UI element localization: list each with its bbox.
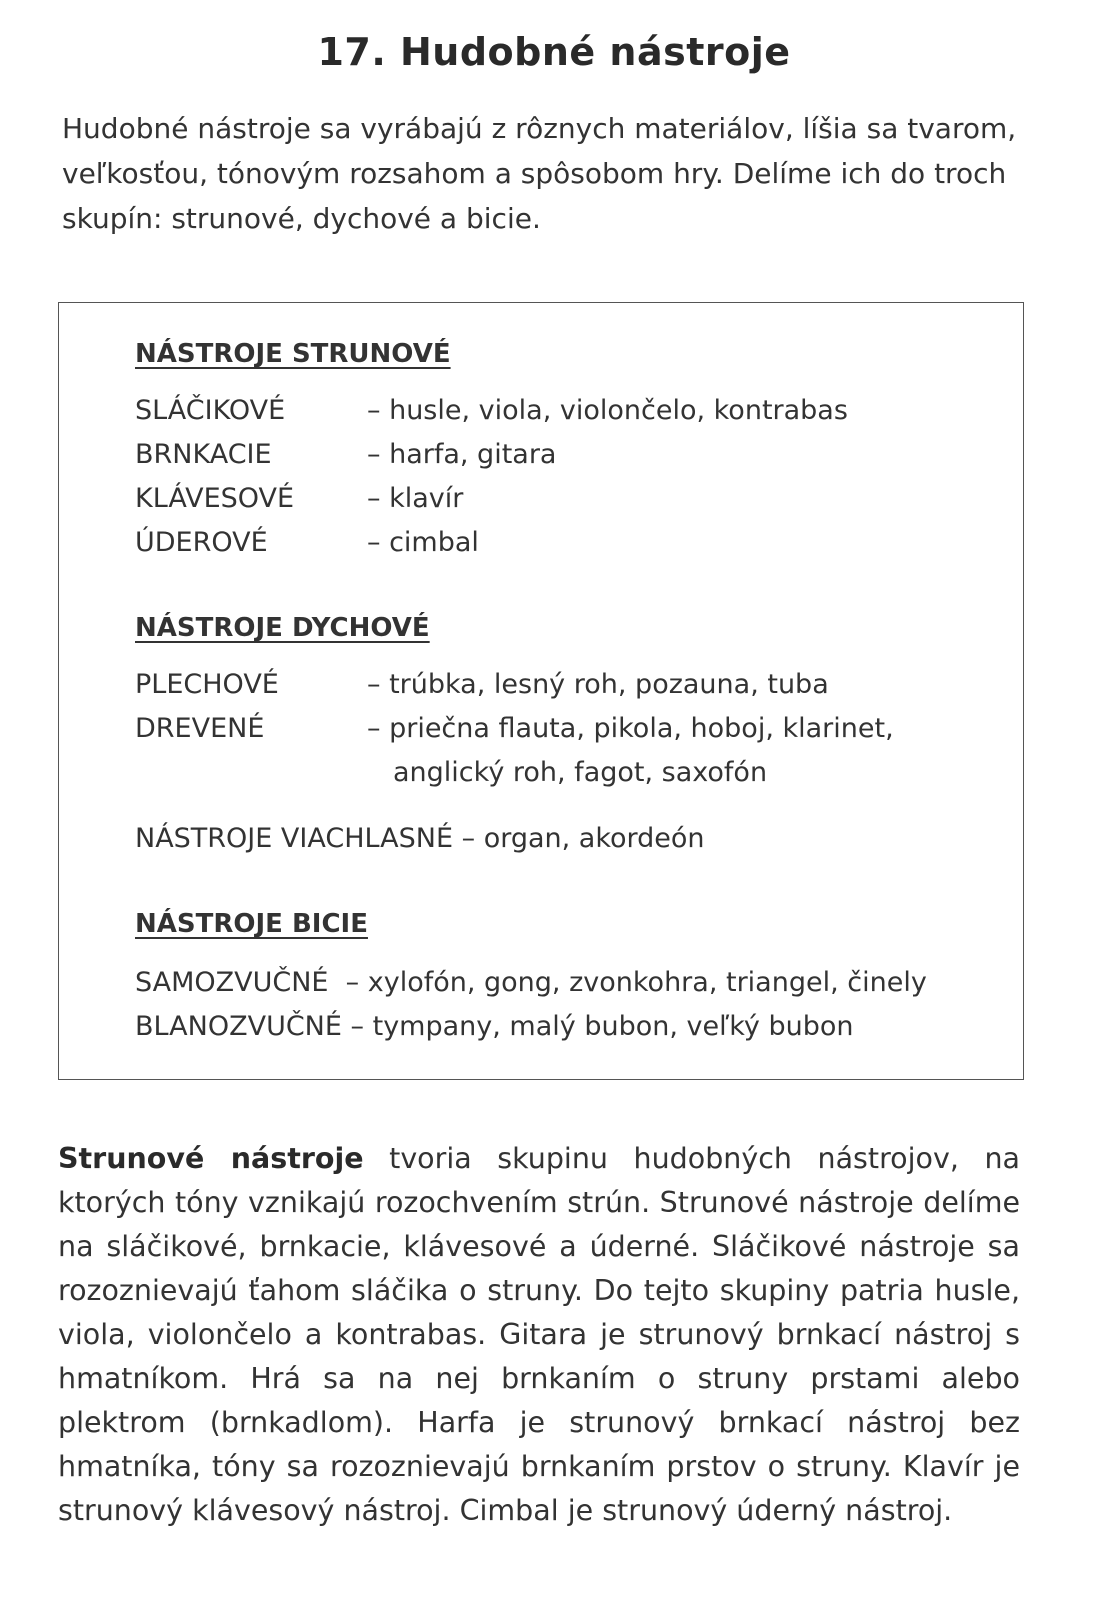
line-samozvucne: SAMOZVUČNÉ – xylofón, gong, zvonkohra, triangel, činely xyxy=(135,967,927,998)
intro-paragraph: Hudobné nástroje sa vyrábajú z rôznych materiálov, líšia sa tvarom, veľkosťou, tónovým rozsahom a spôsobom hry. Delíme ich do troch skupín: strunové, dychové a bicie. xyxy=(62,112,1017,235)
category-items: – klavír xyxy=(367,483,464,514)
category-label: ÚDEROVÉ xyxy=(135,527,268,558)
category-label: DREVENÉ xyxy=(135,713,265,744)
category-label: SLÁČIKOVÉ xyxy=(135,395,286,426)
paragraph-text: tvoria skupinu hudobných nástrojov, na ktorých tóny vznikajú rozochvením strún. Strunové nástroje delíme na sláčikové, brnkacie, klávesové a úderné. Sláčikové nástroje sa rozoznievajú ťahom sláčika o struny. Do tejto skupiny patria husle, viola, violončelo a kontrabas. Gitara je strunový brnkací nástroj s hmatníkom. Hrá sa na nej brnkaním o struny prstami alebo plektrom (brnkadlom). Harfa je strunový brnkací nástroj bez hmatníka, tóny sa rozoznievajú brnkaním prstov o struny. Klavír je strunový klávesový nástroj. Cimbal je strunový úderný nástroj. xyxy=(58,1142,1020,1527)
heading-dychove: NÁSTROJE DYCHOVÉ xyxy=(135,613,430,643)
category-items: – trúbka, lesný roh, pozauna, tuba xyxy=(367,669,829,700)
category-items-continuation: anglický roh, fagot, saxofón xyxy=(393,757,768,788)
category-items: – harfa, gitara xyxy=(367,439,557,470)
body-paragraph xyxy=(58,1137,1020,1533)
category-label: PLECHOVÉ xyxy=(135,669,279,700)
category-label: BRNKACIE xyxy=(135,439,272,470)
category-label: KLÁVESOVÉ xyxy=(135,483,295,514)
bold-lead: Strunové nástroje xyxy=(58,1142,364,1175)
instrument-classification-box xyxy=(58,302,1024,1080)
heading-bicie: NÁSTROJE BICIE xyxy=(135,909,368,939)
category-items: – cimbal xyxy=(367,527,479,558)
category-items: – husle, viola, violončelo, kontrabas xyxy=(367,395,848,426)
category-items: – priečna flauta, pikola, hoboj, klarinet, xyxy=(367,713,894,744)
page-title: 17. Hudobné nástroje xyxy=(317,30,791,74)
line-viachlasne: NÁSTROJE VIACHLASNÉ – organ, akordeón xyxy=(135,823,705,854)
line-blanozvucne: BLANOZVUČNÉ – tympany, malý bubon, veľký bubon xyxy=(135,1011,854,1042)
heading-strunove: NÁSTROJE STRUNOVÉ xyxy=(135,339,451,369)
